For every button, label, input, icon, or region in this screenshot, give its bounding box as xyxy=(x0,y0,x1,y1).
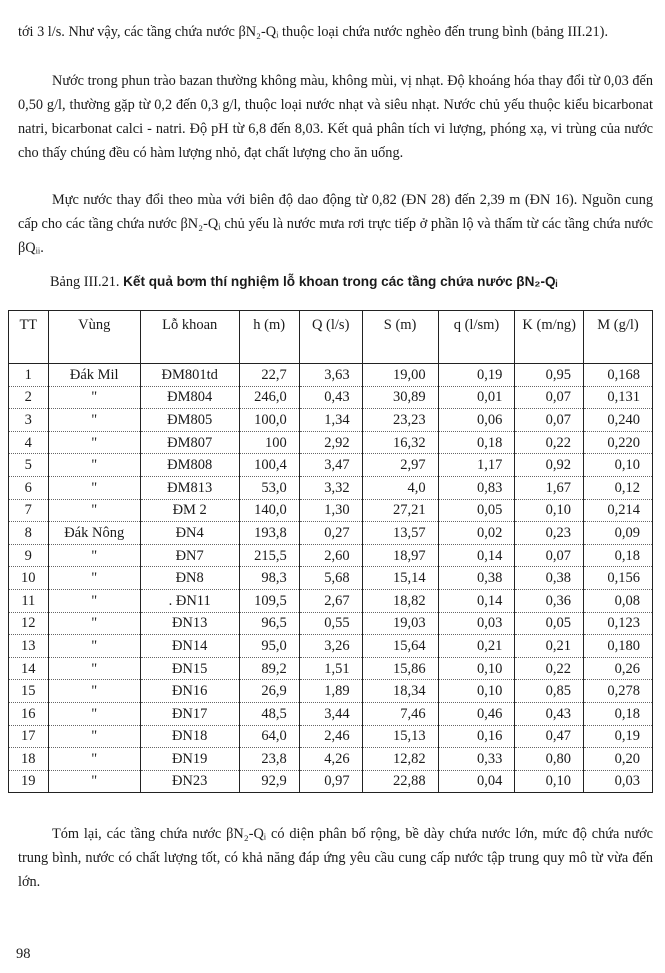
table-cell: ĐN15 xyxy=(140,657,239,680)
table-cell: 0,38 xyxy=(515,567,584,590)
table-cell: 18,82 xyxy=(362,589,438,612)
table-cell: 0,10 xyxy=(438,680,515,703)
table-cell: ĐM807 xyxy=(140,431,239,454)
table-cell: 12,82 xyxy=(362,748,438,771)
table-cell: 0,09 xyxy=(583,522,652,545)
table-cell: 17 xyxy=(9,725,49,748)
table-cell: " xyxy=(48,454,140,477)
table-cell: 0,23 xyxy=(515,522,584,545)
table-cell: 193,8 xyxy=(239,522,299,545)
table-cell: 2 xyxy=(9,386,49,409)
table-cell: 0,180 xyxy=(583,635,652,658)
table-cell: 89,2 xyxy=(239,657,299,680)
table-cell: 0,06 xyxy=(438,409,515,432)
table-cell: 0,03 xyxy=(438,612,515,635)
table-cell: 92,9 xyxy=(239,770,299,793)
table-cell: 1,34 xyxy=(299,409,362,432)
table-cell: 96,5 xyxy=(239,612,299,635)
table-row xyxy=(9,748,653,771)
table-cell: 0,05 xyxy=(438,499,515,522)
column-header: K (m/ng) xyxy=(515,311,584,364)
table-cell: 100,4 xyxy=(239,454,299,477)
table-cell: 109,5 xyxy=(239,589,299,612)
table-cell: 15,14 xyxy=(362,567,438,590)
table-cell: 0,92 xyxy=(515,454,584,477)
table-cell: 10 xyxy=(9,567,49,590)
table-row xyxy=(9,544,653,567)
table-cell: 7,46 xyxy=(362,702,438,725)
table-row xyxy=(9,386,653,409)
table-cell: 0,18 xyxy=(583,544,652,567)
table-cell: ĐN16 xyxy=(140,680,239,703)
table-cell: " xyxy=(48,680,140,703)
table-row xyxy=(9,725,653,748)
table-cell: 30,89 xyxy=(362,386,438,409)
table-cell: ĐM813 xyxy=(140,476,239,499)
column-header: Vùng xyxy=(48,311,140,364)
table-cell: 15,64 xyxy=(362,635,438,658)
table-row xyxy=(9,567,653,590)
table-cell: 0,156 xyxy=(583,567,652,590)
column-header: TT xyxy=(9,311,49,364)
table-cell: 1,89 xyxy=(299,680,362,703)
table-cell: 27,21 xyxy=(362,499,438,522)
table-cell: 0,55 xyxy=(299,612,362,635)
table-cell: " xyxy=(48,589,140,612)
table-cell: 3,26 xyxy=(299,635,362,658)
table-cell: 0,43 xyxy=(515,702,584,725)
table-cell: 15,86 xyxy=(362,657,438,680)
table-cell: 0,47 xyxy=(515,725,584,748)
table-cell: 0,19 xyxy=(583,725,652,748)
column-header: Q (l/s) xyxy=(299,311,362,364)
table-cell: 4 xyxy=(9,431,49,454)
table-cell: " xyxy=(48,612,140,635)
paragraph-water-quality: Nước trong phun trào bazan thường không màu, không mùi, vị nhạt. Độ khoáng hóa thay đổi từ 0,03 đến 0,50 g/l, thường gặp từ 0,2 đến 0,3 g/l, thuộc loại nước nhạt và siêu nhạt. Nước chủ yếu thuộc kiểu bicarbonat natri, bicarbonat calci - natri. Độ pH từ 6,8 đến 8,03. Kết quả phân tích vi lượng, phóng xạ, vi trùng của nước cho thấy chúng đều có hàm lượng nhỏ, đạt chất lượng cho ăn uống. xyxy=(18,73,653,161)
table-cell: 0,10 xyxy=(438,657,515,680)
table-cell: Đák Nông xyxy=(48,522,140,545)
table-cell: 140,0 xyxy=(239,499,299,522)
table-cell: 0,123 xyxy=(583,612,652,635)
table-cell: 7 xyxy=(9,499,49,522)
table-header-row xyxy=(9,311,653,364)
table-cell: ĐN13 xyxy=(140,612,239,635)
table-cell: 0,85 xyxy=(515,680,584,703)
table-row xyxy=(9,589,653,612)
table-cell: 0,27 xyxy=(299,522,362,545)
table-cell: 18 xyxy=(9,748,49,771)
table-cell: " xyxy=(48,657,140,680)
table-cell: " xyxy=(48,409,140,432)
table-row xyxy=(9,702,653,725)
table-cell: ĐN7 xyxy=(140,544,239,567)
table-cell: 0,21 xyxy=(515,635,584,658)
table-cell: 3,63 xyxy=(299,364,362,387)
table-cell: 0,26 xyxy=(583,657,652,680)
table-cell: 0,278 xyxy=(583,680,652,703)
table-cell: 9 xyxy=(9,544,49,567)
table-cell: 0,08 xyxy=(583,589,652,612)
table-cell: 16,32 xyxy=(362,431,438,454)
table-row xyxy=(9,409,653,432)
table-cell: ĐM801td xyxy=(140,364,239,387)
table-cell: " xyxy=(48,748,140,771)
table-cell: ĐN8 xyxy=(140,567,239,590)
table-cell: 0,10 xyxy=(515,770,584,793)
table-cell: 2,97 xyxy=(362,454,438,477)
table-cell: 0,21 xyxy=(438,635,515,658)
table-cell: 18,97 xyxy=(362,544,438,567)
table-cell: 0,19 xyxy=(438,364,515,387)
table-cell: 5,68 xyxy=(299,567,362,590)
table-cell: 1,67 xyxy=(515,476,584,499)
table-cell: 2,60 xyxy=(299,544,362,567)
table-cell: 48,5 xyxy=(239,702,299,725)
table-cell: ĐN19 xyxy=(140,748,239,771)
table-cell: " xyxy=(48,499,140,522)
table-cell: 0,05 xyxy=(515,612,584,635)
table-cell: 100 xyxy=(239,431,299,454)
table-cell: 2,67 xyxy=(299,589,362,612)
table-cell: 22,88 xyxy=(362,770,438,793)
table-cell: " xyxy=(48,567,140,590)
table-cell: 0,07 xyxy=(515,409,584,432)
table-cell: 1,51 xyxy=(299,657,362,680)
table-cell: " xyxy=(48,725,140,748)
table-cell: ĐM808 xyxy=(140,454,239,477)
table-cell: 0,36 xyxy=(515,589,584,612)
table-cell: 14 xyxy=(9,657,49,680)
table-cell: ĐN23 xyxy=(140,770,239,793)
table-cell: 0,12 xyxy=(583,476,652,499)
column-header: S (m) xyxy=(362,311,438,364)
table-cell: 2,46 xyxy=(299,725,362,748)
table-cell: " xyxy=(48,476,140,499)
table-cell: 8 xyxy=(9,522,49,545)
table-caption xyxy=(50,274,557,291)
table-cell: 0,168 xyxy=(583,364,652,387)
table-cell: 53,0 xyxy=(239,476,299,499)
table-cell: 19 xyxy=(9,770,49,793)
table-cell: " xyxy=(48,431,140,454)
table-row xyxy=(9,431,653,454)
table-cell: ĐN14 xyxy=(140,635,239,658)
table-cell: ĐN17 xyxy=(140,702,239,725)
table-cell: 0,03 xyxy=(583,770,652,793)
table-cell: 1,17 xyxy=(438,454,515,477)
table-cell: " xyxy=(48,386,140,409)
table-row xyxy=(9,612,653,635)
table-row xyxy=(9,499,653,522)
table-cell: 0,02 xyxy=(438,522,515,545)
table-cell: 0,14 xyxy=(438,589,515,612)
table-cell: 0,01 xyxy=(438,386,515,409)
table-cell: 215,5 xyxy=(239,544,299,567)
table-cell: 0,220 xyxy=(583,431,652,454)
table-cell: 0,22 xyxy=(515,431,584,454)
table-row xyxy=(9,657,653,680)
table-cell: 0,33 xyxy=(438,748,515,771)
table-cell: 23,8 xyxy=(239,748,299,771)
table-cell: 0,97 xyxy=(299,770,362,793)
table-caption-prefix: Bảng III.21. xyxy=(50,274,124,290)
table-cell: 0,83 xyxy=(438,476,515,499)
table-cell: Đák Mil xyxy=(48,364,140,387)
table-cell: ĐM804 xyxy=(140,386,239,409)
table-cell: 0,214 xyxy=(583,499,652,522)
table-cell: 0,10 xyxy=(583,454,652,477)
table-cell: 22,7 xyxy=(239,364,299,387)
table-cell: 0,46 xyxy=(438,702,515,725)
table-cell: 3,47 xyxy=(299,454,362,477)
table-row xyxy=(9,476,653,499)
table-cell: 19,00 xyxy=(362,364,438,387)
table-cell: 0,10 xyxy=(515,499,584,522)
table-cell: 2,92 xyxy=(299,431,362,454)
table-row xyxy=(9,680,653,703)
table-caption-title: Kết quả bơm thí nghiệm lỗ khoan trong các tầng chứa nước βN₂-Qᵢ xyxy=(123,274,558,289)
table-cell: 0,131 xyxy=(583,386,652,409)
paragraph-water-level: Mực nước thay đổi theo mùa với biên độ dao động từ 0,82 (ĐN 28) đến 2,39 m (ĐN 16). Nguồn cung cấp cho các tầng chứa nước βN₂-Qᵢ chủ yếu là nước mưa rơi trực tiếp ở phần lộ và thấm từ các tầng chứa nước βQᵢᵢ. xyxy=(18,192,653,256)
table-cell: 0,07 xyxy=(515,386,584,409)
table-cell: 64,0 xyxy=(239,725,299,748)
table-cell: 3,32 xyxy=(299,476,362,499)
table-cell: 0,18 xyxy=(438,431,515,454)
table-cell: ĐN18 xyxy=(140,725,239,748)
table-cell: 1 xyxy=(9,364,49,387)
table-cell: 26,9 xyxy=(239,680,299,703)
table-cell: . ĐN11 xyxy=(140,589,239,612)
table-cell: ĐN4 xyxy=(140,522,239,545)
table-cell: 95,0 xyxy=(239,635,299,658)
table-cell: 0,14 xyxy=(438,544,515,567)
table-cell: 6 xyxy=(9,476,49,499)
table-cell: 0,240 xyxy=(583,409,652,432)
table-row xyxy=(9,635,653,658)
column-header: Lỗ khoan xyxy=(140,311,239,364)
table-cell: ĐM805 xyxy=(140,409,239,432)
table-cell: 0,16 xyxy=(438,725,515,748)
table-cell: 4,0 xyxy=(362,476,438,499)
table-cell: 5 xyxy=(9,454,49,477)
table-cell: 0,04 xyxy=(438,770,515,793)
paragraph-summary: Tóm lại, các tầng chứa nước βN₂-Qᵢ có diện phân bố rộng, bề dày chứa nước lớn, mức độ chứa nước trung bình, nước có chất lượng tốt, có khả năng đáp ứng yêu cầu cung cấp nước tập trung quy mô từ vừa đến lớn. xyxy=(18,826,653,890)
page-number: 98 xyxy=(16,946,31,962)
table-cell: 0,95 xyxy=(515,364,584,387)
column-header: h (m) xyxy=(239,311,299,364)
table-cell: 0,80 xyxy=(515,748,584,771)
table-cell: 100,0 xyxy=(239,409,299,432)
table-cell: 3,44 xyxy=(299,702,362,725)
column-header: M (g/l) xyxy=(583,311,652,364)
table-row xyxy=(9,770,653,793)
paragraph-continuation: tới 3 l/s. Như vậy, các tầng chứa nước βN₂-Qᵢ thuộc loại chứa nước nghèo đến trung bình (bảng III.21). xyxy=(18,24,609,40)
table-cell: 3 xyxy=(9,409,49,432)
table-cell: 1,30 xyxy=(299,499,362,522)
table-row xyxy=(9,454,653,477)
table-cell: ĐM 2 xyxy=(140,499,239,522)
table-cell: 16 xyxy=(9,702,49,725)
table-cell: 15 xyxy=(9,680,49,703)
pumping-test-table xyxy=(8,310,653,793)
table-cell: 13 xyxy=(9,635,49,658)
table-body xyxy=(9,364,653,793)
table-cell: 0,38 xyxy=(438,567,515,590)
table-cell: " xyxy=(48,770,140,793)
table-cell: 0,18 xyxy=(583,702,652,725)
table-row xyxy=(9,522,653,545)
table-cell: 11 xyxy=(9,589,49,612)
table-cell: 15,13 xyxy=(362,725,438,748)
table-cell: 23,23 xyxy=(362,409,438,432)
table-cell: " xyxy=(48,635,140,658)
table-cell: 0,43 xyxy=(299,386,362,409)
table-cell: 18,34 xyxy=(362,680,438,703)
table-cell: 0,07 xyxy=(515,544,584,567)
table-cell: " xyxy=(48,544,140,567)
table-cell: " xyxy=(48,702,140,725)
table-row xyxy=(9,364,653,387)
table-cell: 12 xyxy=(9,612,49,635)
table-cell: 4,26 xyxy=(299,748,362,771)
table-cell: 19,03 xyxy=(362,612,438,635)
table-cell: 246,0 xyxy=(239,386,299,409)
table-cell: 0,20 xyxy=(583,748,652,771)
table-cell: 98,3 xyxy=(239,567,299,590)
column-header: q (l/sm) xyxy=(438,311,515,364)
table-cell: 13,57 xyxy=(362,522,438,545)
table-cell: 0,22 xyxy=(515,657,584,680)
